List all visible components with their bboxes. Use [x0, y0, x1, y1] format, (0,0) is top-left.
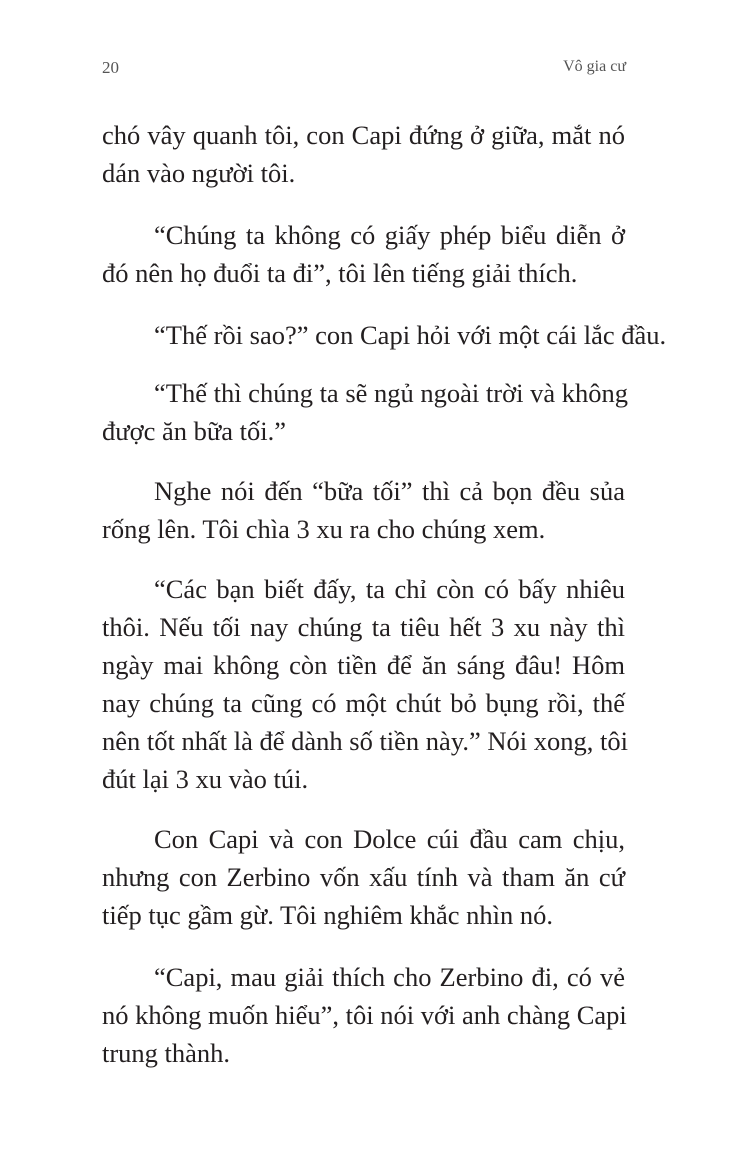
text-line: “Chúng ta không có giấy phép biểu diễn ở [154, 220, 625, 250]
text-line: dán vào người tôi. [102, 158, 296, 188]
text-line: “Thế thì chúng ta sẽ ngủ ngoài trời và không [154, 378, 628, 408]
text-line: nhưng con Zerbino vốn xấu tính và tham ăn cứ [102, 862, 625, 892]
text-line: nên tốt nhất là để dành số tiền này.” Nói xong, tôi [102, 726, 628, 756]
page-header [102, 58, 626, 82]
text-line: trung thành. [102, 1038, 231, 1068]
text-line: ngày mai không còn tiền để ăn sáng đâu! Hôm [102, 650, 625, 680]
running-title: Vô gia cư [563, 58, 626, 75]
page-number: 20 [102, 58, 119, 77]
text-line: nó không muốn hiểu”, tôi nói với anh chàng Capi [102, 1000, 627, 1030]
text-line: “Capi, mau giải thích cho Zerbino đi, có vẻ [154, 962, 625, 992]
text-line: “Các bạn biết đấy, ta chỉ còn có bấy nhiêu [154, 574, 625, 604]
text-line: thôi. Nếu tối nay chúng ta tiêu hết 3 xu này thì [102, 612, 625, 642]
text-line: đút lại 3 xu vào túi. [102, 764, 309, 794]
text-line: Con Capi và con Dolce cúi đầu cam chịu, [154, 824, 625, 854]
text-line: nay chúng ta cũng có một chút bỏ bụng rồi, thế [102, 688, 625, 718]
text-line: tiếp tục gầm gừ. Tôi nghiêm khắc nhìn nó. [102, 900, 554, 930]
text-line: đó nên họ đuổi ta đi”, tôi lên tiếng giải thích. [102, 258, 578, 288]
text-line: được ăn bữa tối.” [102, 416, 287, 446]
text-line: chó vây quanh tôi, con Capi đứng ở giữa, mắt nó [102, 120, 625, 150]
text-line: Nghe nói đến “bữa tối” thì cả bọn đều sủa [154, 476, 625, 506]
text-line: rống lên. Tôi chìa 3 xu ra cho chúng xem. [102, 514, 546, 544]
text-line: “Thế rồi sao?” con Capi hỏi với một cái lắc đầu. [154, 320, 667, 350]
